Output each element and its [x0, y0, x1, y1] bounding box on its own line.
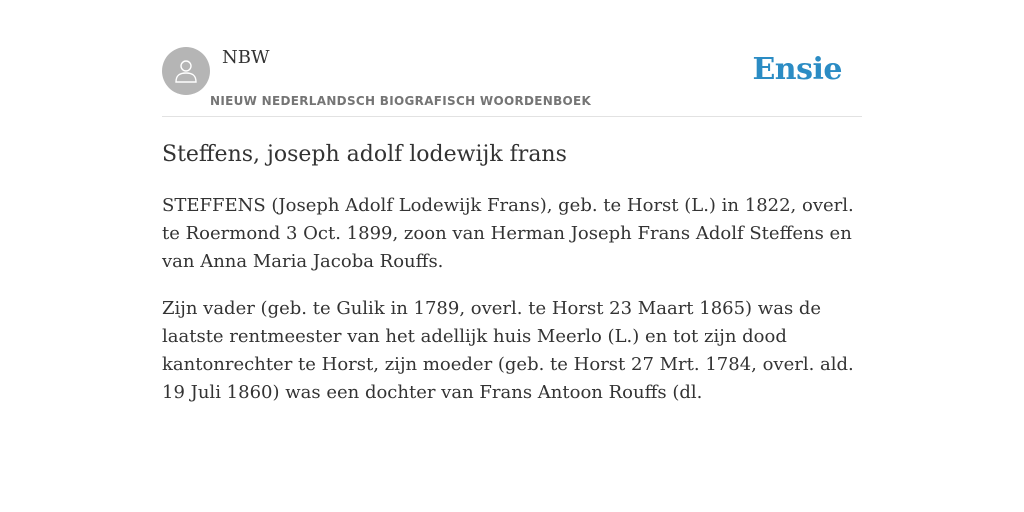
article-title: Steffens, joseph adolf lodewijk frans — [162, 142, 567, 167]
article-paragraph: STEFFENS (Joseph Adolf Lodewijk Frans), geb. te Horst (L.) in 1822, overl. te Roermond 3 Oct. 1899, zoon van Herman Joseph Frans Adolf Steffens en van Anna Maria Jacoba Rouffs. — [162, 195, 854, 272]
article-paragraph: Zijn vader (geb. te Gulik in 1789, overl. te Horst 23 Maart 1865) was de laatste rentmeester van het adellijk huis Meerlo (L.) en tot zijn dood kantonrechter te Horst, zijn moeder (geb. te Horst 27 Mrt. 1784, overl. ald. 19 Juli 1860) was een dochter van Frans Antoon Rouffs (dl. — [162, 298, 854, 403]
source-full-name: NIEUW NEDERLANDSCH BIOGRAFISCH WOORDENBOEK — [210, 94, 592, 108]
source-name[interactable]: NBW — [222, 47, 270, 68]
article-body — [162, 192, 862, 426]
user-icon — [172, 57, 200, 85]
source-avatar[interactable] — [162, 47, 210, 95]
brand-logo[interactable]: Ensie — [752, 52, 842, 87]
source-header — [162, 46, 862, 117]
